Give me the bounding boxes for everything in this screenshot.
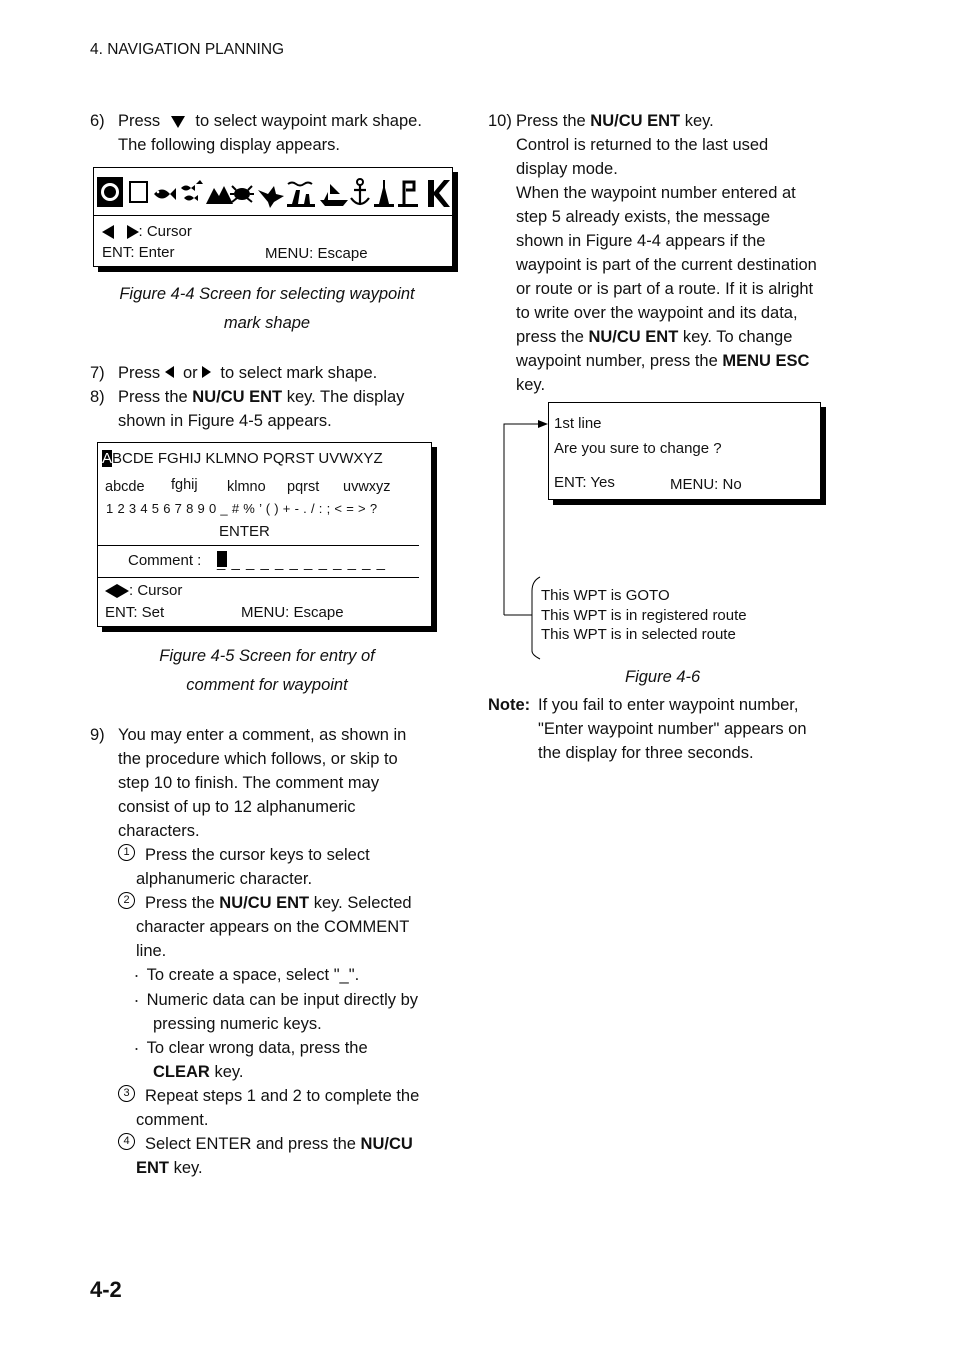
bullet-clear-line2: CLEAR key. [153,1063,244,1081]
bullet-numeric: ・ Numeric data can be input directly by [131,991,419,1009]
step-7-number: 7) [90,364,105,382]
substep-4-line1: Select ENTER and press the NU/CU [145,1135,413,1153]
escape-hint: MENU: Escape [265,245,368,262]
bullet-numeric-line2: pressing numeric keys. [153,1015,322,1033]
bullet-space: ・ To create a space, select "_". [131,966,360,984]
substep-4-marker: 4 [118,1133,135,1150]
crab-icon [230,186,254,202]
enter-option: ENTER [219,523,270,540]
step-8-number: 8) [90,388,105,406]
step-9-number: 9) [90,726,105,744]
substep-2-line3: line. [136,942,167,960]
substep-2-marker: 2 [118,892,135,909]
option-registered-route: This WPT is in registered route [541,606,747,624]
step-6-line1: Press to select waypoint mark shape. [118,109,422,133]
figure-4-4-caption-line1: Figure 4-4 Screen for selecting waypoint [119,285,415,303]
figure-4-5-caption-line1: Figure 4-5 Screen for entry of [159,647,375,665]
section-header: 4. NAVIGATION PLANNING [90,41,285,58]
digits-symbols-row: 1 2 3 4 5 6 7 8 9 0 _ # % ’ ( ) + - . / : ; < = > ? [106,501,378,516]
substep-3-marker: 3 [118,1085,135,1102]
substep-2-line2: character appears on the COMMENT [136,918,410,936]
mark-shape-row [94,174,452,212]
right-arrow-icon [127,225,139,239]
first-line-label: 1st line [554,415,602,432]
step-7-text: Press or to select mark shape. [118,364,378,382]
selected-character: A [102,450,113,467]
bullet-clear: ・ To clear wrong data, press the [131,1039,368,1057]
step-10-number: 10) [488,112,512,130]
mark-shape-screen [93,167,453,267]
step-6-line2: The following display appears. [118,136,340,154]
note-line2: "Enter waypoint number" appears on [538,720,807,738]
confirm-change-screen [548,402,821,500]
figure-4-6-caption: Figure 4-6 [625,668,701,686]
option-goto: This WPT is GOTO [541,587,670,604]
ship-icon [320,184,348,206]
substep-1-line2: alphanumeric character. [136,870,313,888]
substep-2-line1: Press the NU/CU ENT key. Selected [145,894,412,912]
figure-4-4-caption-line2: mark shape [223,314,311,332]
substep-1-marker: 1 [118,844,135,861]
anchor-icon [351,179,369,205]
confirm-question: Are you sure to change ? [554,440,722,457]
escape-hint: MENU: Escape [241,604,344,621]
note-line1: If you fail to enter waypoint number, [538,696,799,714]
square-mark-icon [130,182,147,202]
comment-entry-screen [97,442,432,627]
substep-1-line1: Press the cursor keys to select [145,846,370,864]
step-9-body: You may enter a comment, as shown in the procedure which follows, or skip to step 10 to finish. The comment may consist of up to 12 alphanumeric characters. [118,726,407,840]
left-arrow-icon [102,225,114,239]
note-label: Note: [488,696,531,714]
yes-hint: ENT: Yes [554,474,615,491]
lowercase-row: abcde fghij klmno pqrst uvwxyz [105,477,391,495]
step-8-line2: shown in Figure 4-5 appears. [118,412,332,430]
down-arrow-icon [171,109,185,133]
substep-3-line2: comment. [136,1111,209,1129]
bird-icon [258,186,284,208]
fish-school-icon [181,180,203,201]
wreck-icon [287,183,315,208]
page-number: 4-2 [90,1277,122,1302]
right-arrow-icon [202,366,211,378]
comment-label: Comment : [128,552,202,569]
step-10-body: Control is returned to the last used display mode. When the waypoint number entered at step 5 already exists, the message shown in Figure 4-4 appears if the waypoint is part of the current destination or route or is part of a route. If it is alright to write over the waypoint and its data, press the NU/CU ENT key. To change waypoint number, press the MENU ESC key. [516,136,817,394]
substep-4-line2: ENT key. [136,1159,203,1177]
left-arrow-icon [165,366,174,378]
option-selected-route: This WPT is in selected route [541,626,736,643]
comment-field: _ _ _ _ _ _ _ _ _ _ _ _ [217,554,386,571]
set-hint: ENT: Set [105,604,165,621]
right-arrow-icon [117,584,129,598]
buoy-icon [374,180,394,207]
cursor-hint: : Cursor [102,223,192,240]
reef-icon [206,186,233,204]
enter-hint: ENT: Enter [102,244,175,261]
step-10-line1: Press the NU/CU ENT key. [516,112,714,130]
substep-3-line1: Repeat steps 1 and 2 to complete the [145,1087,420,1105]
fish-icon [154,188,176,200]
k-mark-icon [428,180,450,207]
no-hint: MENU: No [670,476,742,493]
flag-icon [398,182,418,207]
left-arrow-icon [105,584,117,598]
step-6-number: 6) [90,112,105,130]
note-line3: the display for three seconds. [538,744,754,762]
circle-mark-icon [97,177,123,207]
uppercase-row: ABCDE FGHIJ KLMNO PQRST UVWXYZ [102,450,383,467]
step-8-line1: Press the NU/CU ENT key. The display [118,388,405,406]
figure-4-5-caption-line2: comment for waypoint [186,676,348,694]
cursor-hint: : Cursor [105,582,182,599]
first-line-options [541,586,747,645]
